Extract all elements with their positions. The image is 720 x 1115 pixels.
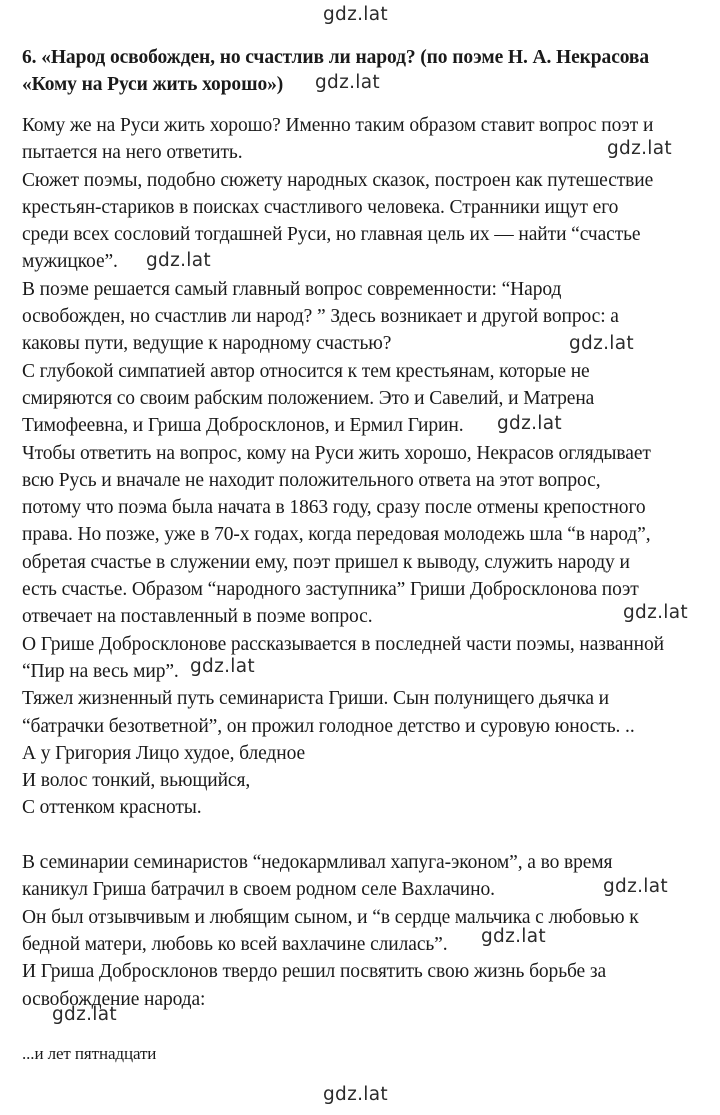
body-line: пытается на него ответить. [22, 142, 243, 164]
body-line: обретая счастье в служении ему, поэт пришел к выводу, служить народу и [22, 551, 630, 573]
paragraph-gap [22, 1013, 712, 1040]
body-line: мужицкое”. [22, 251, 118, 273]
body-line: И Гриша Добросклонов твердо решил посвятить свою жизнь борьбе за [22, 961, 607, 983]
body-line: Кому же на Руси жить хорошо? Именно таким образом ставит вопрос поэт и [22, 115, 654, 136]
paragraph-gap [22, 822, 712, 849]
watermark: gdz.lat [481, 926, 546, 947]
watermark: gdz.lat [323, 4, 388, 25]
body-line: потому что поэма была начата в 1863 году, сразу после отмены крепостного [22, 497, 646, 519]
watermark: gdz.lat [603, 876, 668, 897]
body-line: “батрачки безответной”, он прожил голодное детство и суровую юность. .. [22, 715, 635, 737]
body-line: всю Русь и вначале не находит положительного ответа на этот вопрос, [22, 469, 601, 491]
verse-line: И волос тонкий, вьющийся, [22, 770, 251, 792]
heading-line: 6. «Народ освобожден, но счастлив ли народ? (по поэме Н. А. Некрасова [22, 47, 650, 68]
body-line: Сюжет поэмы, подобно сюжету народных сказок, построен как путешествие [22, 169, 654, 191]
verse-line: С оттенком красноты. [22, 797, 202, 819]
body-line: О Грише Добросклонове рассказывается в последней части поэмы, названной [22, 633, 664, 655]
body-line: права. Но позже, уже в 70-х годах, когда передовая молодежь шла “в народ”, [22, 524, 651, 546]
watermark: gdz.lat [607, 138, 672, 159]
body-line: есть счастье. Образом “народного заступника” Гриши Добросклонова поэт [22, 579, 639, 601]
body-line: отвечает на поставленный в поэме вопрос. [22, 606, 373, 628]
verse-line: А у Григория Лицо худое, бледное [22, 742, 306, 764]
body-line: освобождение народа: [22, 988, 206, 1010]
body-line: крестьян-стариков в поисках счастливого человека. Странники ищут его [22, 196, 619, 218]
body-line: освобожден, но счастлив ли народ? ” Здесь возникает и другой вопрос: а [22, 306, 619, 328]
heading-line: «Кому на Руси жить хорошо») [22, 74, 284, 95]
watermark: gdz.lat [52, 1004, 117, 1025]
body-line: “Пир на весь мир”. [22, 660, 179, 682]
body-line: В семинарии семинаристов “недокармливал хапуга-эконом”, а во время [22, 852, 613, 874]
watermark: gdz.lat [623, 602, 688, 623]
body-line: Он был отзывчивым и любящим сыном, и “в сердце мальчика с любовью к [22, 906, 639, 928]
body-line: бедной матери, любовь ко всей вахлачине слилась”. [22, 933, 448, 955]
essay-body [22, 112, 712, 1067]
watermark: gdz.lat [569, 333, 634, 354]
watermark: gdz.lat [146, 250, 211, 271]
body-line: В поэме решается самый главный вопрос современности: “Народ [22, 278, 562, 300]
watermark: gdz.lat [190, 656, 255, 677]
body-line: смиряются со своим рабским положением. Это и Савелий, и Матрена [22, 387, 595, 409]
watermark: gdz.lat [323, 1084, 388, 1105]
body-line: каковы пути, ведущие к народному счастью? [22, 333, 392, 355]
watermark: gdz.lat [315, 72, 380, 93]
verse-line: ...и лет пятнадцати [22, 1044, 157, 1064]
body-line: среди всех сословий тогдашней Руси, но главная цель их — найти “счастье [22, 224, 641, 246]
body-line: Тяжел жизненный путь семинариста Гриши. Сын полунищего дьячка и [22, 688, 609, 710]
body-line: С глубокой симпатией автор относится к тем крестьянам, которые не [22, 360, 590, 382]
body-line: каникул Гриша батрачил в своем родном селе Вахлачино. [22, 879, 495, 901]
watermark: gdz.lat [497, 413, 562, 434]
body-line: Тимофеевна, и Гриша Добросклонов, и Ермил Гирин. [22, 415, 464, 437]
body-line: Чтобы ответить на вопрос, кому на Руси жить хорошо, Некрасов оглядывает [22, 442, 651, 464]
